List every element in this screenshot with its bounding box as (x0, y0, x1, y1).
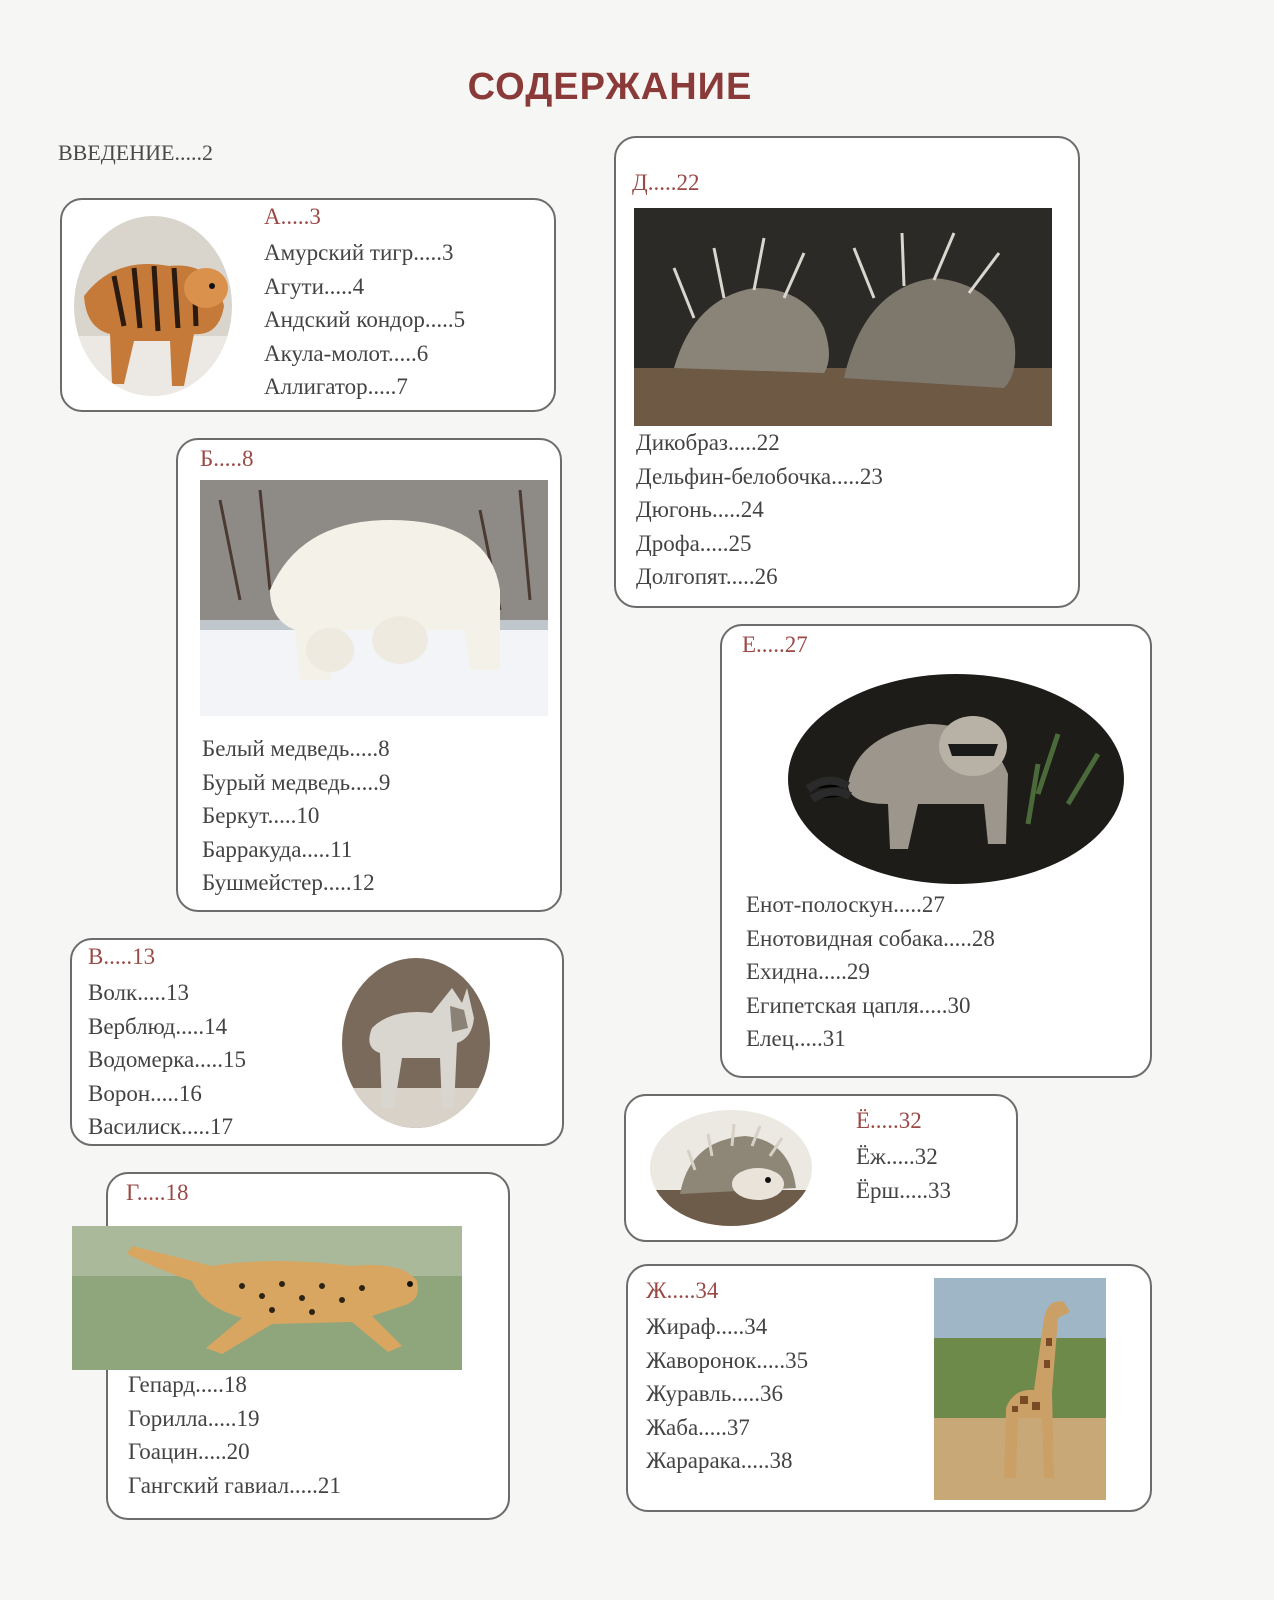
toc-entry[interactable]: Енот-полоскун.....27 (746, 892, 945, 917)
section-zh-list (646, 1310, 808, 1478)
section-b-list (202, 732, 390, 900)
toc-entry[interactable]: Аллигатор.....7 (264, 374, 408, 399)
toc-entry[interactable]: Жарарака.....38 (646, 1448, 793, 1473)
section-d-list (636, 426, 883, 594)
toc-entry[interactable]: Жаба.....37 (646, 1414, 750, 1440)
section-v-list (88, 976, 246, 1144)
giraffe-image (934, 1278, 1106, 1500)
toc-entry[interactable]: Верблюд.....14 (88, 1013, 228, 1039)
hedgehog-image (650, 1110, 812, 1226)
raccoon-image (788, 674, 1124, 884)
section-yo-list (856, 1140, 951, 1207)
toc-entry[interactable]: Бушмейстер.....12 (202, 870, 375, 895)
toc-entry[interactable]: Белый медведь.....8 (202, 736, 390, 761)
toc-entry[interactable]: Дрофа.....25 (636, 530, 752, 556)
section-yo-box (624, 1094, 1018, 1242)
section-e-list (746, 888, 995, 1056)
toc-entry[interactable]: Василиск.....17 (88, 1114, 233, 1139)
toc-entry[interactable]: Волк.....13 (88, 980, 189, 1005)
toc-entry[interactable]: Ёж.....32 (856, 1144, 938, 1169)
section-zh-box (626, 1264, 1152, 1512)
toc-entry[interactable]: Дюгонь.....24 (636, 497, 764, 522)
section-g-heading[interactable]: Г.....18 (126, 1180, 189, 1205)
toc-entry[interactable]: Елец.....31 (746, 1026, 846, 1051)
section-b-heading[interactable]: Б.....8 (200, 446, 254, 471)
toc-entry[interactable]: Агути.....4 (264, 273, 365, 299)
toc-entry[interactable]: Беркут.....10 (202, 803, 320, 828)
section-v-box (70, 938, 564, 1146)
section-d-box (614, 136, 1080, 608)
porcupine-image (634, 208, 1052, 426)
section-b-box (176, 438, 562, 912)
toc-entry[interactable]: Долгопят.....26 (636, 564, 778, 589)
tiger-image (74, 216, 232, 396)
toc-entry[interactable]: Амурский тигр.....3 (264, 240, 454, 265)
cheetah-image (72, 1226, 462, 1370)
toc-entry[interactable]: Гепард.....18 (128, 1372, 247, 1397)
toc-entry[interactable]: Ёрш.....33 (856, 1177, 952, 1203)
intro-entry[interactable]: ВВЕДЕНИЕ.....2 (58, 140, 213, 165)
polar-bear-image (200, 480, 548, 716)
toc-entry[interactable]: Дельфин-белобочка.....23 (636, 463, 883, 489)
toc-entry[interactable]: Гангский гавиал.....21 (128, 1472, 341, 1498)
section-a-list (264, 236, 465, 404)
toc-entry[interactable]: Дикобраз.....22 (636, 430, 780, 455)
section-a-box (60, 198, 556, 412)
toc-entry[interactable]: Жираф.....34 (646, 1314, 768, 1339)
section-yo-heading[interactable]: Ё.....32 (856, 1108, 922, 1133)
section-d-heading[interactable]: Д.....22 (632, 170, 700, 195)
toc-entry[interactable]: Египетская цапля.....30 (746, 992, 971, 1018)
wolf-image (342, 958, 490, 1128)
toc-entry[interactable]: Акула-молот.....6 (264, 340, 429, 366)
toc-entry[interactable]: Ворон.....16 (88, 1080, 202, 1106)
toc-entry[interactable]: Енотовидная собака.....28 (746, 925, 995, 951)
toc-entry[interactable]: Бурый медведь.....9 (202, 769, 391, 795)
section-g-list (128, 1368, 341, 1502)
toc-entry[interactable]: Ехидна.....29 (746, 959, 870, 984)
toc-entry[interactable]: Водомерка.....15 (88, 1047, 246, 1072)
page-title: СОДЕРЖАНИЕ (467, 66, 753, 108)
section-a-heading[interactable]: А.....3 (264, 204, 321, 229)
section-e-heading[interactable]: Е.....27 (742, 632, 808, 657)
toc-entry[interactable]: Журавль.....36 (646, 1381, 783, 1406)
toc-entry[interactable]: Барракуда.....11 (202, 836, 353, 862)
section-v-heading[interactable]: В.....13 (88, 944, 156, 969)
section-zh-heading[interactable]: Ж.....34 (646, 1278, 719, 1303)
section-e-box (720, 624, 1152, 1078)
toc-entry[interactable]: Андский кондор.....5 (264, 307, 466, 332)
toc-entry[interactable]: Гоацин.....20 (128, 1439, 250, 1464)
toc-entry[interactable]: Жаворонок.....35 (646, 1347, 809, 1373)
toc-entry[interactable]: Горилла.....19 (128, 1405, 260, 1431)
